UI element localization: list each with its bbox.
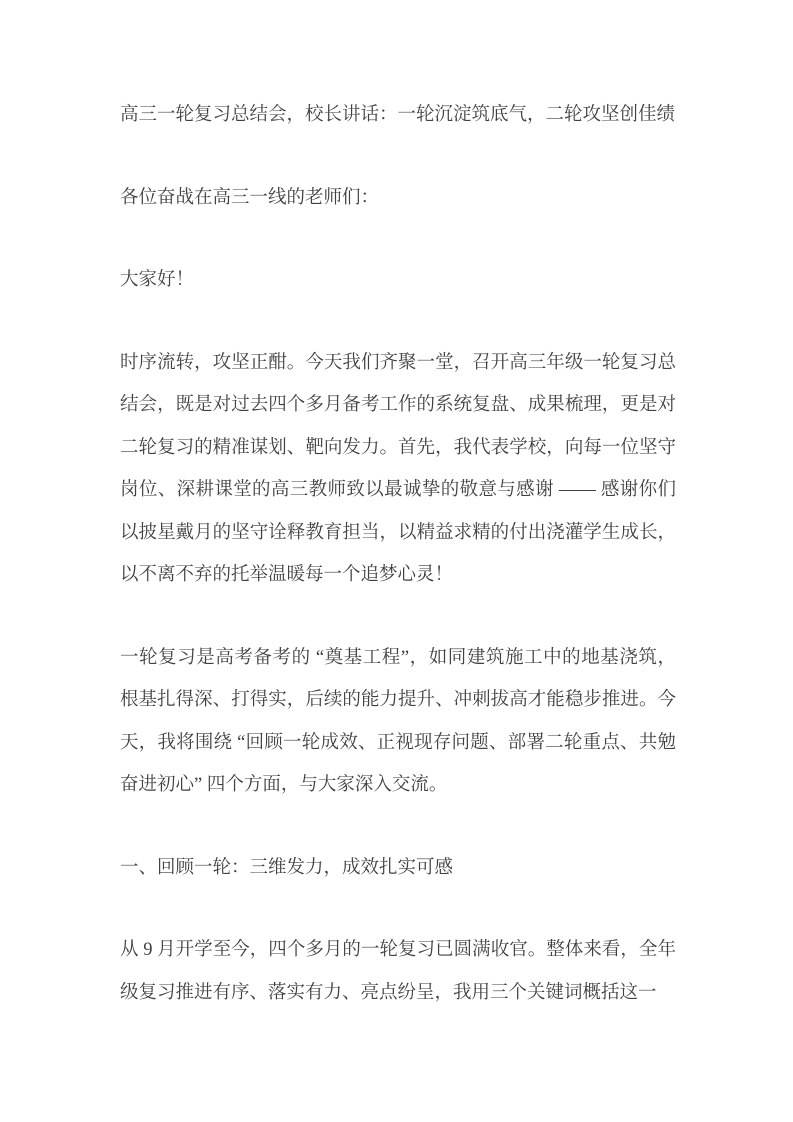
paragraph-foundation-metaphor: 一轮复习是高考备考的 “奠基工程”，如同建筑施工中的地基浇筑，根基扎得深、打得实，后续的能力提升、冲刺拔高才能稳步推进。今天，我将围绕 “回顾一轮成效、正视现存问题、部署二轮重点、共勉奋进初心” 四个方面，与大家深入交流。 [120, 647, 676, 795]
salutation-line: 各位奋战在高三一线的老师们： [120, 187, 380, 208]
document-title: 高三一轮复习总结会，校长讲话：一轮沉淀筑底气，二轮攻坚创佳绩 [120, 105, 676, 125]
greeting-line: 大家好！ [120, 270, 195, 290]
paragraph-opening: 时序流转，攻坚正酣。今天我们齐聚一堂，召开高三年级一轮复习总结会，既是对过去四个多月备考工作的系统复盘、成果梳理，更是对二轮复习的精准谋划、靶向发力。首先，我代表学校，向每一位坚守岗位、深耕课堂的高三教师致以最诚挚的敬意与感谢 —— 感谢你们以披星戴月的坚守诠释教育担当，以精益求精的付出浇灌学生成长，以不离不弃的托举温暖每一个追梦心灵！ [120, 352, 676, 585]
paragraph-review-summary: 从 9 月开学至今，四个多月的一轮复习已圆满收官。整体来看，全年级复习推进有序、落实有力、亮点纷呈，我用三个关键词概括这一 [120, 940, 676, 1003]
section-heading-one: 一、回顾一轮：三维发力，成效扎实可感 [120, 857, 454, 878]
